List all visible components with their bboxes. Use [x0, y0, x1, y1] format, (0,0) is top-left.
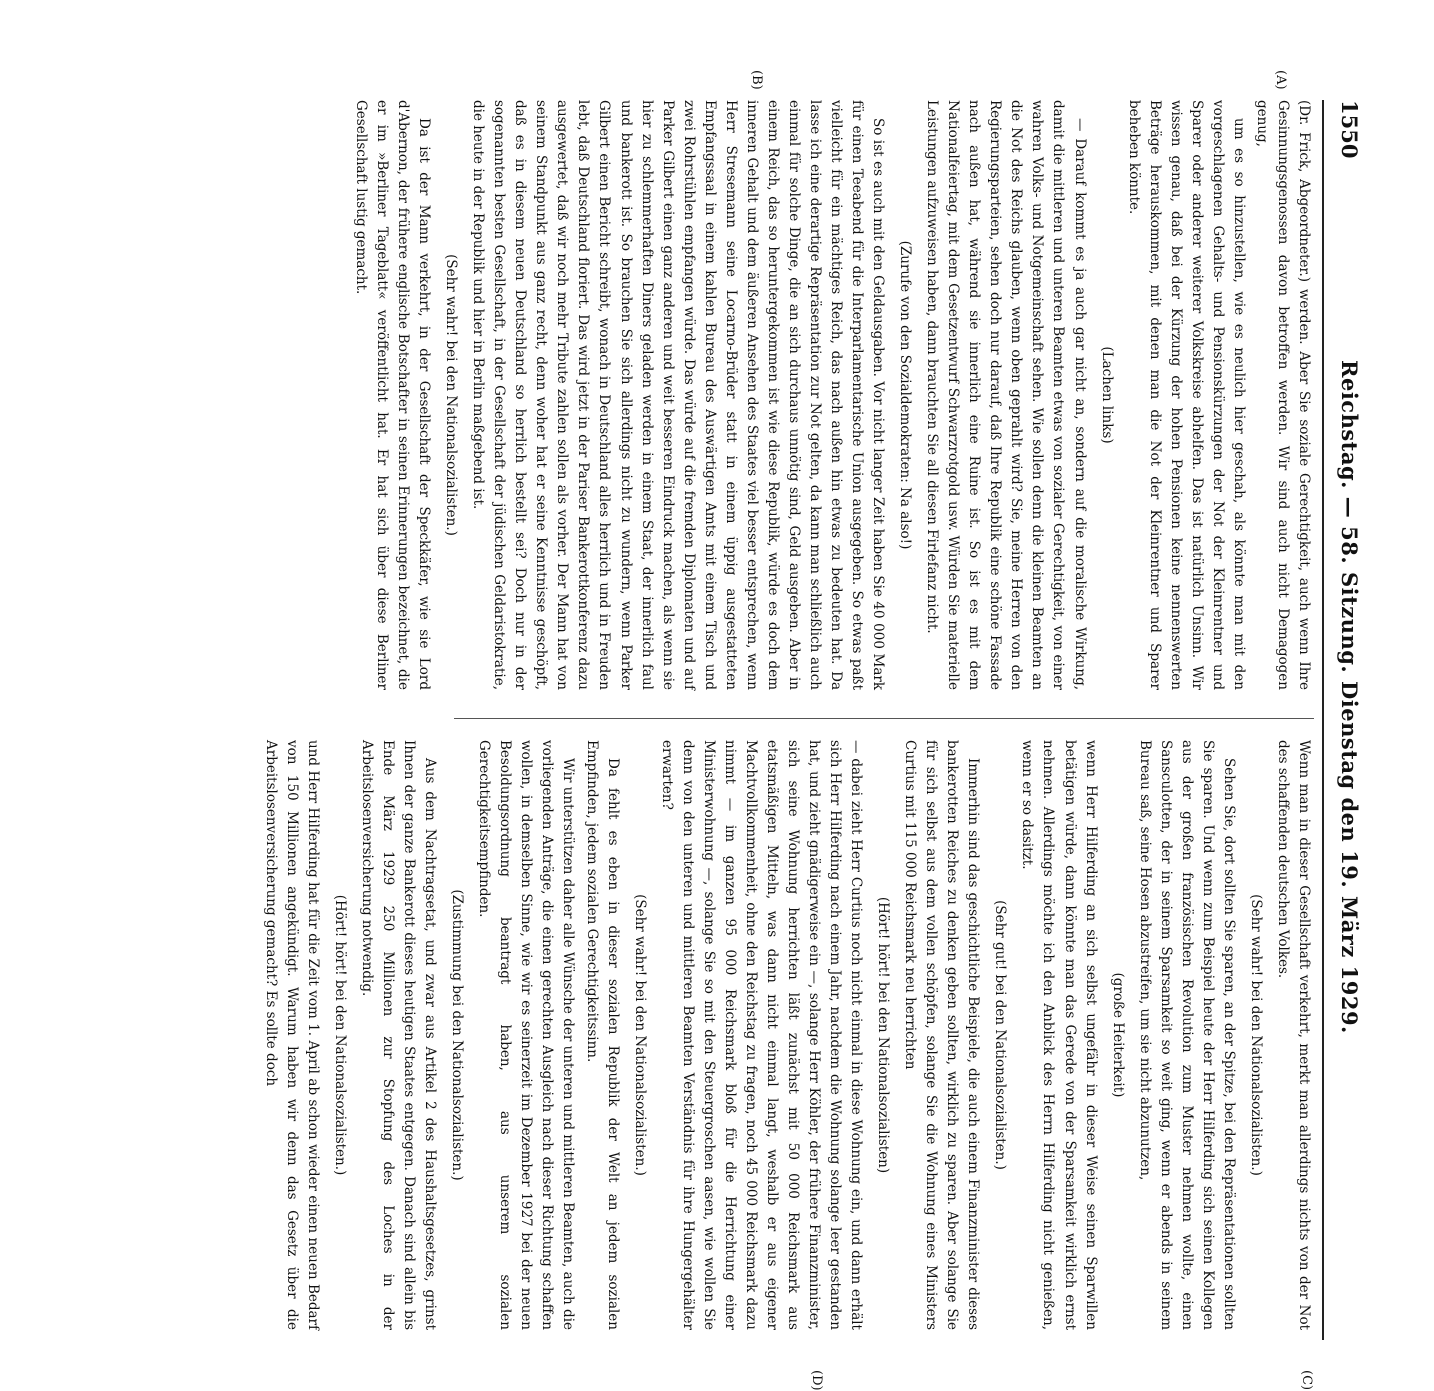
paragraph: Wir unterstützen daher alle Wünsche der unteren und mittleren Beamten, auch die vorliegenden Anträge, die einen gerechten Ausgleich nach dieser Richtung schaffen wollen, in demselben Sinne, wie wir es seinerzeit im Dezember 1927 bei der neuen Besoldungsordnung beantragt haben, aus unserem sozialen Gerechtigkeitsempfinden. [476, 740, 577, 1330]
interjection: (Hört! hört! bei den Nationalsozialisten.) [332, 894, 349, 1176]
paragraph: — Darauf kommt es ja auch gar nicht an, sondern auf die moralische Wirkung, damit die mittleren und unteren Beamten etwas von sozialer Gerechtigkeit, von einer wahren Volks- und Notgemeinschaft sehen. Wie sollen denn die kleinen Beamten an die Not des Reichs glauben, wenn oben geprahlt wird? Sie, meine Herren von den Regierungsparteien, sehen doch nur darauf, daß Ihre Republik eine schöne Fassade nach außen hat, während sie innerlich eine Ruine ist. So ist es mit dem Nationalfeiertag, mit dem Gesetzentwurf Schwarzrotgold usw. Würden Sie materielle Leistungen aufzuweisen haben, dann brauchten Sie all diesen Firlefanz nicht. [924, 100, 1088, 690]
margin-mark-d: (D) [809, 1370, 824, 1391]
interjection: (Sehr gut! bei den Nationalsozialisten.) [992, 900, 1009, 1170]
interjection: (Zurufe von den Sozialdemokraten: Na also!) [897, 240, 914, 550]
paragraph: (Dr. Frick, Abgeordneter.) werden. Aber Sie soziale Gerechtigkeit, auch wenn Ihre Gesinnungsgenossen davon betroffen werden. Wir sind auch nicht Demagogen genug, [1253, 100, 1312, 690]
page-header [1328, 100, 1362, 1350]
paragraph: Da ist der Mann verkehrt, in der Gesellschaft der Speckkäfer, wie sie Lord d'Abernon, der frühere englische Botschafter in seinen Erinnerungen bezeichnet, die er im »Berliner Tageblatt« veröffentlicht hat. Er hat sich über diese Berliner Gesellschaft lustig gemacht. [352, 100, 433, 690]
page-number: 1550 [1337, 100, 1362, 159]
paragraph: Immerhin sind das geschichtliche Beispiele, die auch einem Finanzminister dieses bankerotten Reiches zu denken geben sollten, wirklich zu sparen. Aber solange Sie für sich selbst aus dem vollen schöpfen, solange Sie die Wohnung eines Ministers Curtius mit 115 000 Reichsmark neu herrichten [902, 740, 982, 1330]
left-column [348, 100, 1314, 690]
paragraph: um es so hinzustellen, wie es neulich hier geschah, als könnte man mit den vorgeschlagenen Gehalts- und Pensionskürzungen der Not der Kleinrentner und Sparer oder anderer weiterer Volkskreise abhelfen. Das ist natürlich Unsinn. Wir wissen genau, daß bei der Kürzung der hohen Pensionen keine nennenswerten Beträge herauskommen, mit denen man die Not der Kleinrentner und Sparer beheben könnte. [1125, 100, 1247, 690]
interjection: (Sehr wahr! bei den Nationalsozialisten.) [631, 894, 648, 1176]
interjection: (Sehr wahr! bei den Nationalsozialisten.) [1247, 894, 1264, 1176]
paragraph: So ist es auch mit den Geldausgaben. Vor nicht langer Zeit haben Sie 40 000 Mark für einen Teeabend für die Interparlamentarische Union ausgegeben. So etwas paßt vielleicht für ein mächtiges Reich, das nach außen hin etwas zu bedeuten hat. Da lasse ich eine derartige Repräsentation zur Not gelten, da kann man schließlich auch einmal für solche Dinge, die an sich durchaus unnötig sind, Geld ausgeben. Aber in einem Reich, das so heruntergekommen ist wie diese Republik, würde es doch dem inneren Gehalt und dem äußeren Ansehen des Staates viel besser entsprechen, wenn Herr Stresemann seine Locarno-Brüder statt in einem üppig ausgestatteten Empfangssaal in einem kahlen Bureau des Auswärtigen Amts mit einem Tisch und zwei Rohrstühlen empfangen würde. Das würde auf die fremden Diplomaten und auf Parker Gilbert einen ganz anderen und weit besseren Eindruck machen, als wenn sie hier zu schlemmerhaften Diners geladen werden in einem Staat, der innerlich faul und bankerott ist. So brauchen Sie sich allerdings nicht zu wundern, wenn Parker Gilbert einen Bericht schreibt, wonach in Deutschland alles herrlich und in Freuden lebt, daß Deutschland floriert. Das wird jetzt in der Pariser Bankerottkonferenz dazu ausgewertet, daß wir noch mehr Tribute zahlen sollen als vorher. Der Mann hat von seinem Standpunkt aus ganz recht, denn woher hat er seine Kenntnisse geschöpft, daß es in diesem neuen Deutschland so herrlich bestellt sei? Doch nur in der sogenannten besten Gesellschaft, in der Gesellschaft der jüdischen Geldaristokratie, die heute in der Republik und hier in Berlin maßgebend ist. [470, 100, 887, 690]
interjection: (Lachen links) [1098, 346, 1115, 444]
paragraph: Sehen Sie, dort sollten Sie sparen, an der Spitze, bei den Repräsentationen sollten Sie sparen. Und wenn zum Beispiel heute der Herr Hilferding sich seinen Kollegen aus der großen französischen Revolution zum Muster nehmen wollte, einen Sansculotten, der in seinem Sparsamkeit so weit ging, wenn er abends in seinem Bureau saß, seine Hosen abzustreifen, um sie nicht abzunutzen, [1136, 740, 1237, 1330]
paragraph: Wenn man in dieser Gesellschaft verkehrt, merkt man allerdings nichts von der Not des schaffenden deutschen Volkes. [1274, 740, 1312, 1330]
paragraph: wenn Herr Hilferding an sich selbst ungefähr in dieser Weise seinen Sparwillen betätigen würde, dann könnte man das Gerede von der Sparsamkeit wirklich ernst nehmen. Allerdings möchte ich den Anblick des Herrn Hilferding nicht genießen, wenn er so dasitzt. [1019, 740, 1099, 1330]
header-rule [1322, 100, 1324, 1340]
margin-mark-a: (A) [1273, 70, 1288, 90]
interjection: (Zustimmung bei den Nationalsozialisten.) [449, 889, 466, 1181]
page-title: Reichstag. — 58. Sitzung. Dienstag den 19. März 1929. [1337, 360, 1362, 1034]
right-column [258, 740, 1314, 1330]
interjection: (große Heiterkeit) [1109, 972, 1126, 1098]
paragraph: Aus dem Nachtragsetat, und zwar aus Artikel 2 des Haushaltsgesetzes, grinst Ihnen der ganze Bankerott dieses heutigen Staates entgegen. Danach sind allein bis Ende März 1929 250 Millionen zur Stopfung des Loches in der Arbeitslosenversicherung notwendig. [359, 740, 439, 1330]
margin-mark-b: (B) [749, 70, 764, 90]
column-divider [454, 718, 1314, 719]
interjection: (Sehr wahr! bei den Nationalsozialisten.) [443, 254, 460, 536]
paragraph: Da fehlt es eben in dieser sozialen Republik der Welt an jedem sozialen Empfinden, jedem sozialen Gerechtigkeitssinn. [583, 740, 621, 1330]
paragraph: — dabei zieht Herr Curtius noch nicht einmal in diese Wohnung ein, und dann erhält sich Herr Hilferding nach einem Jahr, nachdem die Wohnung solange leer gestanden hat, und zieht gnädigerweise ein —, solange Herr Köhler, der frühere Finanzminister, sich seine Wohnung herrichten läßt zunächst mit 50 000 Reichsmark aus etatsmäßigen Mitteln, was dann nicht einmal langt, weshalb er aus eigener Machtvollkommenheit, ohne den Reichstag zu fragen, noch 45 000 Reichsmark dazu nimmt — im ganzen 95 000 Reichsmark bloß für die Herrichtung einer Ministerwohnung —, solange Sie so mit den Steuergroschen aasen, wie wollen Sie denn von den unteren und mittleren Beamten Verständnis für ihre Hungergehälter erwarten? [658, 740, 865, 1330]
interjection: (Hört! hört! bei den Nationalsozialisten) [875, 896, 892, 1174]
margin-mark-c: (C) [1299, 1370, 1314, 1391]
paragraph: und Herr Hilferding hat für die Zeit vom 1. April ab schon wieder einen neuen Bedarf von 150 Millionen angekündigt. Warum haben wir denn das Gesetz über die Arbeitslosenversicherung gemacht? Es sollte doch [262, 740, 321, 1330]
